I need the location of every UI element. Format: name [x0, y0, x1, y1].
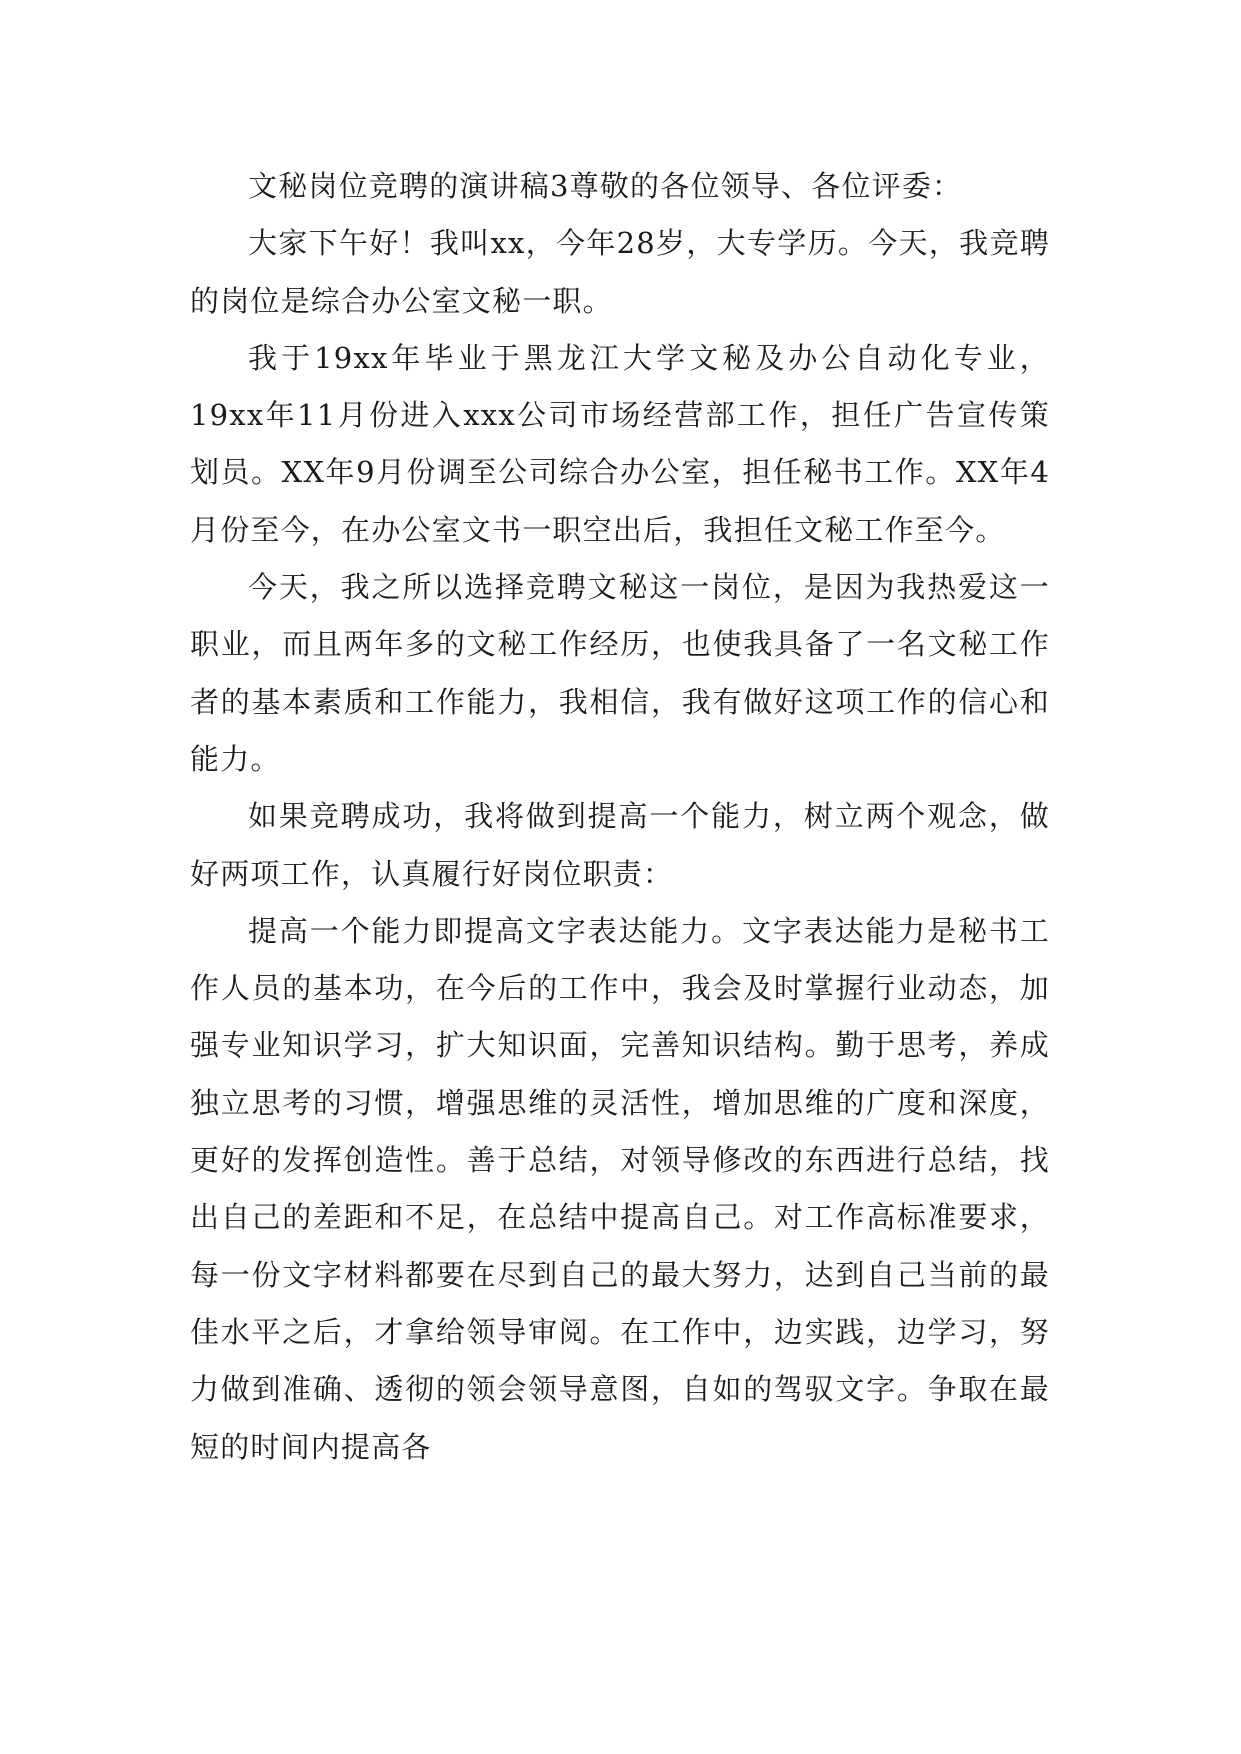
paragraph-commitment: 如果竞聘成功，我将做到提高一个能力，树立两个观念，做好两项工作，认真履行好岗位职责：	[190, 799, 1050, 891]
paragraph-background: 我于19xx年毕业于黑龙江大学文秘及办公自动化专业，19xx年11月份进入xxx公司市场经营部工作，担任广告宣传策划员。XX年9月份调至公司综合办公室，担任秘书工作。XX年4月份至今，在办公室文书一职空出后，我担任文秘工作至今。	[190, 340, 1050, 547]
paragraph-ability: 提高一个能力即提高文字表达能力。文字表达能力是秘书工作人员的基本功，在今后的工作中，我会及时掌握行业动态，加强专业知识学习，扩大知识面，完善知识结构。勤于思考，养成独立思考的习惯，增强思维的灵活性，增加思维的广度和深度，更好的发挥创造性。善于总结，对领导修改的东西进行总结，找出自己的差距和不足，在总结中提高自己。对工作高标准要求，每一份文字材料都要在尽到自己的最大努力，达到自己当前的最佳水平之后，才拿给领导审阅。在工作中，边实践，边学习，努力做到准确、透彻的领会领导意图，自如的驾驭文字。争取在最短的时间内提高各	[190, 913, 1050, 1464]
paragraph-intro: 文秘岗位竞聘的演讲稿3尊敬的各位领导、各位评委：	[248, 169, 963, 203]
paragraph-greeting: 大家下午好！我叫xx，今年28岁，大专学历。今天，我竞聘的岗位是综合办公室文秘一职。	[190, 226, 1050, 318]
document-body	[190, 158, 1050, 1476]
paragraph-motivation: 今天，我之所以选择竞聘文秘这一岗位，是因为我热爱这一职业，而且两年多的文秘工作经历，也使我具备了一名文秘工作者的基本素质和工作能力，我相信，我有做好这项工作的信心和能力。	[190, 570, 1050, 776]
